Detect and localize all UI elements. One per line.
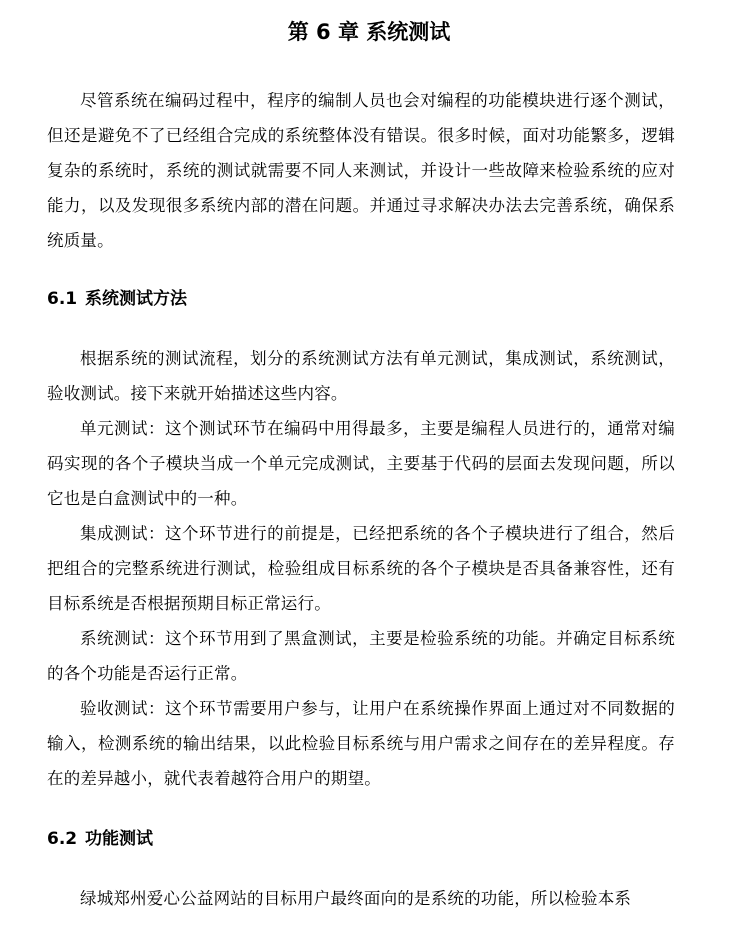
intro-paragraph: 尽管系统在编码过程中，程序的编制人员也会对编程的功能模块进行逐个测试，但还是避免不了已经组合完成的系统整体没有错误。很多时候，面对功能繁多，逻辑复杂的系统时，系统的测试就需要不同人来测试，并设计一些故障来检验系统的应对能力，以及发现很多系统内部的潜在问题。并通过寻求解决办法去完善系统，确保系统质量。 (47, 91, 675, 250)
section-number: 6.1 (47, 289, 78, 309)
body-paragraph: 单元测试：这个测试环节在编码中用得最多，主要是编程人员进行的，通常对编码实现的各个子模块当成一个单元完成测试，主要基于代码的层面去发现问题，所以它也是白盒测试中的一种。 (47, 419, 675, 508)
body-paragraph: 验收测试：这个环节需要用户参与，让用户在系统操作界面上通过对不同数据的输入，检测系统的输出结果，以此检验目标系统与用户需求之间存在的差异程度。存在的差异越小，就代表着越符合用户的期望。 (47, 699, 675, 788)
body-paragraph: 根据系统的测试流程，划分的系统测试方法有单元测试，集成测试，系统测试，验收测试。接下来就开始描述这些内容。 (47, 349, 675, 403)
chapter-title: 第 6 章 系统测试 (287, 20, 451, 44)
section-title: 系统测试方法 (85, 289, 187, 309)
body-paragraph: 系统测试：这个环节用到了黑盒测试，主要是检验系统的功能。并确定目标系统的各个功能是否运行正常。 (47, 629, 675, 683)
section-number: 6.2 (47, 829, 78, 849)
body-paragraph: 集成测试：这个环节进行的前提是，已经把系统的各个子模块进行了组合，然后把组合的完整系统进行测试，检验组成目标系统的各个子模块是否具备兼容性，还有目标系统是否根据预期目标正常运行。 (47, 524, 675, 613)
section-heading-6-2 (47, 824, 153, 854)
body-paragraph: 绿城郑州爱心公益网站的目标用户最终面向的是系统的功能，所以检验本系 (80, 889, 632, 908)
section-title: 功能测试 (85, 829, 153, 849)
section-heading-6-1 (47, 284, 187, 314)
